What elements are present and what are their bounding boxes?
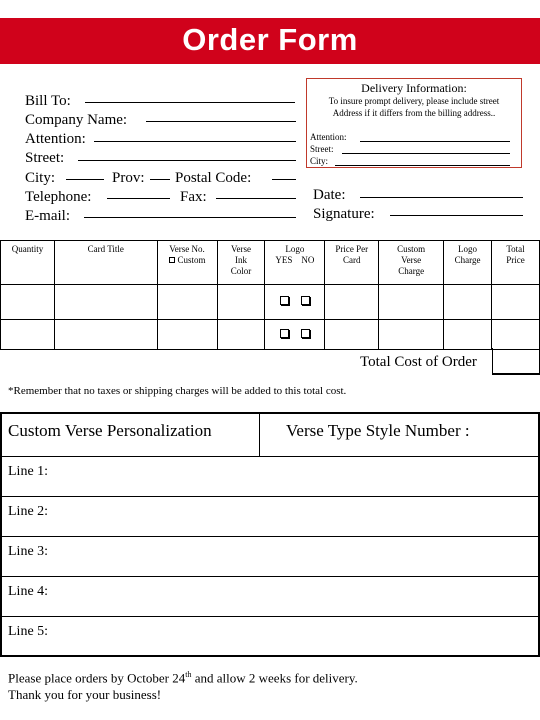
verse-line-5-label: Line 5: [8,624,49,639]
custom-label: Custom [177,255,206,265]
footer-deadline-pre: Please place orders by October 24 [8,670,186,686]
verse-line-4-row[interactable] [2,576,538,617]
price-cell[interactable] [325,320,379,350]
verse-ink-label-2: Ink [234,255,247,265]
total-label-2: Price [506,255,525,265]
logo-no-label: NO [301,255,315,265]
logo-no-checkbox[interactable] [301,296,310,305]
price-label-2: Card [343,255,361,265]
logo-cell [265,320,325,350]
custom-checkbox[interactable] [169,257,175,263]
verse-line-2-row[interactable] [2,496,538,537]
signature-label: Signature: [313,206,375,222]
verse-line-1-label: Line 1: [8,464,49,479]
table-row [1,285,540,320]
card-title-cell[interactable] [54,285,157,320]
total-price-cell[interactable] [492,320,540,350]
delivery-street-field[interactable] [342,153,510,154]
verse-ink-cell[interactable] [217,285,265,320]
logo-yes-checkbox[interactable] [280,329,289,338]
col-verse-no [157,241,217,285]
verse-header-divider [259,414,260,456]
verse-ink-cell[interactable] [217,320,265,350]
fax-field[interactable] [216,198,296,199]
verse-ink-label-3: Color [230,266,252,276]
total-cost-field[interactable] [492,348,540,375]
email-label: E-mail: [25,208,70,224]
postal-code-field[interactable] [272,179,296,180]
page-title: Order Form [182,22,358,57]
col-card-title: Card Title [54,241,157,285]
custom-verse-label-1: Custom [397,244,426,254]
delivery-note [311,95,517,119]
total-price-cell[interactable] [492,285,540,320]
telephone-label: Telephone: [25,189,92,205]
date-label: Date: [313,187,346,203]
footer-deadline [8,670,358,686]
delivery-attention-label: Attention: [310,132,347,142]
custom-option [160,255,215,266]
postal-code-label: Postal Code: [175,170,252,186]
verse-line-4-label: Line 4: [8,584,49,599]
card-title-cell[interactable] [54,320,157,350]
custom-verse-charge-cell[interactable] [379,320,444,350]
verse-no-label: Verse No. [169,244,205,254]
logo-yes-checkbox[interactable] [280,296,289,305]
delivery-info-box [306,78,522,168]
logo-yes-no [267,255,322,266]
logo-charge-label-1: Logo [458,244,478,254]
order-items-table [0,240,540,350]
col-price-per-card [325,241,379,285]
col-total-price [492,241,540,285]
table-row [1,320,540,350]
footer-deadline-post: and allow 2 weeks for delivery. [191,670,358,686]
custom-verse-charge-cell[interactable] [379,285,444,320]
logo-cell [265,285,325,320]
verse-line-5-row[interactable] [2,616,538,657]
fax-label: Fax: [180,189,207,205]
price-cell[interactable] [325,285,379,320]
col-verse-ink-color [217,241,265,285]
col-logo-charge [444,241,492,285]
city-label: City: [25,170,56,186]
verse-line-1-row[interactable] [2,456,538,497]
footer-thanks: Thank you for your business! [8,687,162,702]
delivery-note-line2: Address if it differs from the billing address.. [332,108,496,118]
delivery-note-line1: To insure prompt delivery, please include street [328,96,500,106]
delivery-attention-field[interactable] [360,141,510,142]
quantity-cell[interactable] [1,320,55,350]
logo-label: Logo [285,244,305,254]
telephone-field[interactable] [107,198,170,199]
delivery-city-label: City: [310,156,329,166]
company-name-field[interactable] [146,121,296,122]
col-quantity: Quantity [1,241,55,285]
logo-no-checkbox[interactable] [301,329,310,338]
company-name-label: Company Name: [25,112,128,128]
verse-line-3-label: Line 3: [8,544,49,559]
verse-ink-label-1: Verse [230,244,251,254]
prov-field[interactable] [150,179,170,180]
col-logo [265,241,325,285]
bill-to-field[interactable] [85,102,295,103]
title-banner [0,18,540,64]
verse-section-title: Custom Verse Personalization [8,421,212,440]
city-field[interactable] [66,179,104,180]
logo-charge-cell[interactable] [444,320,492,350]
attention-label: Attention: [25,131,86,147]
logo-charge-cell[interactable] [444,285,492,320]
street-label: Street: [25,150,65,166]
delivery-street-label: Street: [310,144,334,154]
verse-style-number-label[interactable]: Verse Type Style Number : [286,421,470,440]
footer-deadline-sup: th [185,670,192,679]
bill-to-label: Bill To: [25,93,71,109]
custom-verse-section [0,412,540,657]
price-label-1: Price Per [335,244,369,254]
logo-charge-label-2: Charge [454,255,481,265]
custom-verse-label-2: Verse [401,255,422,265]
verse-line-3-row[interactable] [2,536,538,577]
delivery-title: Delivery Information: [361,81,467,95]
total-cost-label: Total Cost of Order [360,354,477,370]
tax-note: *Remember that no taxes or shipping charges will be added to this total cost. [8,385,347,397]
col-custom-verse-charge [379,241,444,285]
custom-verse-label-3: Charge [398,266,425,276]
date-field[interactable] [360,197,523,198]
street-field[interactable] [78,160,296,161]
quantity-cell[interactable] [1,285,55,320]
delivery-city-field[interactable] [335,165,510,166]
verse-no-cell[interactable] [157,285,217,320]
attention-field[interactable] [94,141,296,142]
verse-line-2-label: Line 2: [8,504,49,519]
prov-label: Prov: [112,170,145,186]
total-label-1: Total [506,244,525,254]
logo-yes-label: YES [275,255,293,265]
signature-field[interactable] [390,215,523,216]
verse-no-cell[interactable] [157,320,217,350]
email-field[interactable] [84,217,296,218]
table-header-row [1,241,540,285]
